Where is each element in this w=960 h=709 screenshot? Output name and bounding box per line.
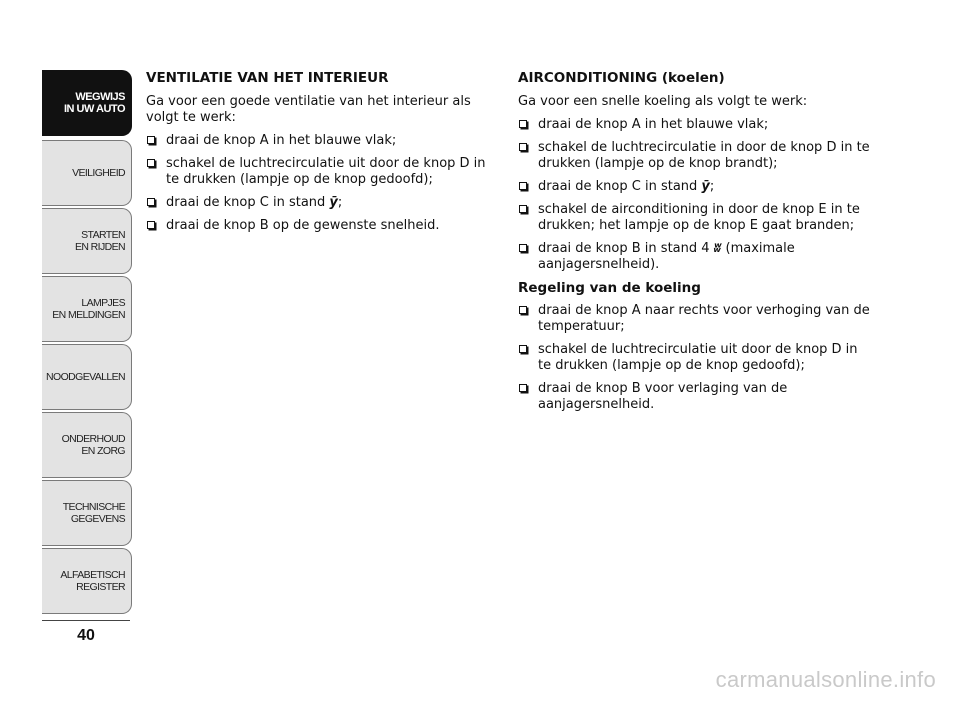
- tab-alfabetisch-register[interactable]: ALFABETISCH REGISTER: [42, 548, 132, 614]
- intro-text: Ga voor een snelle koeling als volgt te werk:: [518, 94, 808, 109]
- list-item: schakel de luchtrecirculatie uit door de knop D in te drukken (lampje op de knop gedoofd);: [146, 156, 501, 188]
- checkbox-bullet-icon: [519, 143, 527, 151]
- list-item: draai de knop A in het blauwe vlak;: [146, 133, 501, 149]
- list-item: draai de knop B voor verlaging van de aanjagersnelheid.: [518, 381, 873, 413]
- list-item: draai de knop C in stand ȳ;: [518, 179, 873, 195]
- left-column: [146, 70, 501, 241]
- air-distribution-icon: ȳ: [701, 179, 710, 194]
- checkbox-bullet-icon: [147, 221, 155, 229]
- list-item: draai de knop A naar rechts voor verhoging van de temperatuur;: [518, 303, 873, 335]
- checkbox-bullet-icon: [519, 120, 527, 128]
- instruction-list: [518, 117, 873, 273]
- tab-onderhoud-en-zorg[interactable]: ONDERHOUD EN ZORG: [42, 412, 132, 478]
- page-number: 40: [77, 627, 95, 644]
- section-heading-ventilatie: VENTILATIE VAN HET INTERIEUR: [146, 70, 389, 86]
- checkbox-bullet-icon: [519, 384, 527, 392]
- checkbox-bullet-icon: [147, 198, 155, 206]
- list-item: draai de knop C in stand ȳ;: [146, 195, 501, 211]
- list-item: draai de knop B in stand 4 ʬ (maximale aanjagersnelheid).: [518, 241, 873, 273]
- instruction-list: [146, 133, 501, 234]
- checkbox-bullet-icon: [519, 306, 527, 314]
- tab-lampjes-en-meldingen[interactable]: LAMPJES EN MELDINGEN: [42, 276, 132, 342]
- list-item: draai de knop B op de gewenste snelheid.: [146, 218, 501, 234]
- intro-text: Ga voor een goede ventilatie van het interieur als volgt te werk:: [146, 94, 471, 125]
- checkbox-bullet-icon: [519, 345, 527, 353]
- checkbox-bullet-icon: [519, 244, 527, 252]
- tab-technische-gegevens[interactable]: TECHNISCHE GEGEVENS: [42, 480, 132, 546]
- checkbox-bullet-icon: [147, 159, 155, 167]
- tab-wegwijs-in-uw-auto[interactable]: WEGWIJS IN UW AUTO: [42, 70, 132, 136]
- instruction-list: [518, 303, 873, 413]
- subheading-regeling: Regeling van de koeling: [518, 280, 701, 296]
- section-heading-airconditioning: AIRCONDITIONING (koelen): [518, 70, 725, 86]
- right-column: [518, 70, 873, 420]
- checkbox-bullet-icon: [519, 182, 527, 190]
- tab-starten-en-rijden[interactable]: STARTEN EN RIJDEN: [42, 208, 132, 274]
- tab-veiligheid[interactable]: VEILIGHEID: [42, 140, 132, 206]
- watermark: carmanualsonline.info: [715, 667, 936, 692]
- tab-noodgevallen[interactable]: NOODGEVALLEN: [42, 344, 132, 410]
- list-item: schakel de luchtrecirculatie uit door de knop D in te drukken (lampje op de knop gedoofd);: [518, 342, 873, 374]
- fan-speed-icon: ʬ: [713, 241, 722, 256]
- list-item: schakel de airconditioning in door de knop E in te drukken; het lampje op de knop E gaat branden;: [518, 202, 873, 234]
- list-item: schakel de luchtrecirculatie in door de knop D in te drukken (lampje op de knop brandt);: [518, 140, 873, 172]
- sidebar-divider: [42, 620, 130, 621]
- list-item: draai de knop A in het blauwe vlak;: [518, 117, 873, 133]
- checkbox-bullet-icon: [147, 136, 155, 144]
- checkbox-bullet-icon: [519, 205, 527, 213]
- air-distribution-icon: ȳ: [329, 195, 338, 210]
